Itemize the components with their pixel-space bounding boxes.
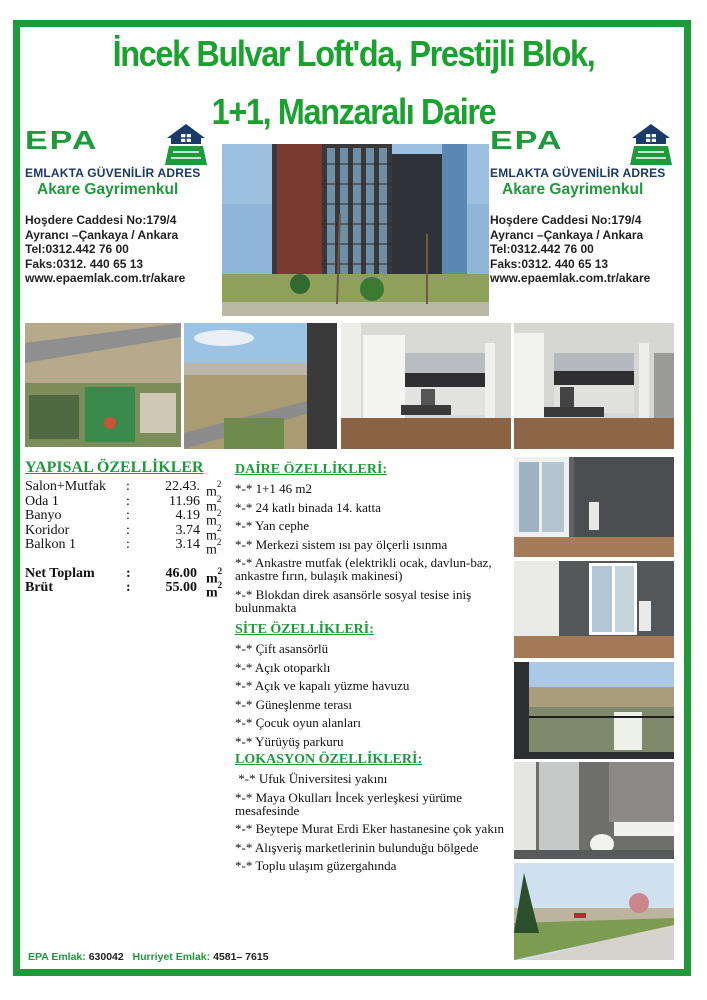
phone-line: Tel:0312.442 76 00: [25, 242, 129, 256]
apartment-features-list: [235, 482, 510, 619]
brand-block-left: [25, 122, 215, 286]
table-row: Balkon 1 : 3.14 $m^2$: [25, 537, 222, 558]
district-view-photo: [184, 323, 337, 449]
tagline: EMLAKTA GÜVENİLİR ADRES: [490, 166, 666, 180]
fax-line: Faks:0312. 440 65 13: [25, 256, 144, 271]
listing-numbers-footer: [28, 951, 269, 963]
gross-total-row: Brüt : 55.00 $m^2$: [25, 580, 223, 601]
list-item: *-* Merkezi sistem ısı pay ölçerli ısınma: [235, 536, 448, 552]
list-item: *-* Açık ve kapalı yüzme havuzu: [235, 678, 410, 693]
site-features-title: SİTE ÖZELLİKLERİ:: [235, 622, 374, 637]
location-features-list: [235, 772, 510, 878]
site-features-list: [235, 642, 510, 753]
list-item: *-* 24 katlı binada 14. katta: [235, 499, 381, 515]
bathroom-photo: [514, 762, 674, 859]
apartment-features-title: DAİRE ÖZELLİKLERİ:: [235, 462, 388, 477]
net-total-row: Net Toplam : 46.00 $m^2$: [25, 565, 223, 587]
list-item: *-* 1+1 46 m2: [235, 481, 313, 496]
list-item: *-* Alışveriş marketlerinin bulunduğu bölgede: [235, 839, 479, 855]
contact-info: [490, 213, 680, 286]
district-line: Ayrancı –Çankaya / Ankara: [25, 227, 179, 242]
structural-features-table: [25, 479, 225, 601]
hurriyet-listing-number: 4581– 7615: [213, 951, 269, 963]
living-room-photo: [514, 457, 674, 557]
list-item: *-* Ufuk Üniversitesi yakını: [235, 771, 388, 786]
contact-info: [25, 213, 215, 286]
epa-logo: EPA: [25, 126, 99, 155]
district-line: Ayrancı –Çankaya / Ankara: [490, 227, 644, 242]
list-item: *-* Yan cephe: [235, 518, 310, 533]
epa-listing-number: 630042: [88, 951, 124, 963]
list-item: *-* Blokdan direk asansörle sosyal tesise iniş bulunmakta: [235, 586, 472, 615]
phone-line: Tel:0312.442 76 00: [490, 242, 594, 256]
list-item: *-* Beytepe Murat Erdi Eker hastanesine çok yakın: [235, 821, 504, 836]
address-line: Hoşdere Caddesi No:179/4: [490, 213, 642, 227]
table-row: Koridor : 3.74 $m^2$: [25, 522, 222, 544]
building-exterior-photo: [222, 144, 489, 316]
house-icon: [630, 122, 672, 166]
website-line[interactable]: www.epaemlak.com.tr/akare: [490, 271, 651, 285]
aerial-site-photo: [25, 323, 181, 447]
tagline: EMLAKTA GÜVENİLİR ADRES: [25, 166, 201, 180]
list-item: *-* Çocuk oyun alanları: [235, 715, 361, 730]
walkway-photo: [514, 863, 674, 960]
headline-line-2: 1+1, Manzaralı Daire: [211, 91, 496, 132]
house-icon: [165, 122, 207, 166]
location-features-title: LOKASYON ÖZELLİKLERİ:: [235, 752, 423, 767]
website-line[interactable]: www.epaemlak.com.tr/akare: [25, 271, 186, 285]
epa-logo: EPA: [490, 126, 564, 155]
list-item: *-* Çift asansörlü: [235, 641, 329, 656]
address-line: Hoşdere Caddesi No:179/4: [25, 213, 177, 227]
epa-label: EPA Emlak:: [28, 951, 86, 963]
table-row: Banyo : 4.19 $m^2$: [25, 508, 222, 529]
brand-block-right: [490, 122, 680, 286]
list-item: *-* Ankastre mutfak (elektrikli ocak, davlun-baz, ankastre fırın, bulaşık makinesi): [235, 555, 492, 583]
kitchen-photo-1: [341, 323, 511, 449]
list-item: *-* Maya Okulları İncek yerleşkesi yürüme mesafesinde: [235, 789, 463, 818]
fax-line: Faks:0312. 440 65 13: [490, 256, 609, 271]
table-row: Oda 1 : 11.96 $m^2$: [25, 493, 222, 515]
company-name: Akare Gayrimenkul: [37, 181, 179, 198]
list-item: *-* Toplu ulaşım güzergahında: [235, 858, 397, 873]
headline-line-1: İncek Bulvar Loft'da, Prestijli Blok,: [112, 33, 595, 74]
structural-features-title: YAPISAL ÖZELLİKLER: [25, 459, 204, 476]
kitchen-photo-2: [514, 323, 674, 449]
list-item: *-* Açık otoparklı: [235, 659, 331, 675]
balcony-view-photo: [514, 662, 674, 759]
list-item: *-* Güneşlenme terası: [235, 696, 352, 712]
hurriyet-label: Hurriyet Emlak:: [132, 951, 211, 963]
table-row: Salon+Mutfak : 22.43. $m^2$: [25, 479, 222, 500]
company-name: Akare Gayrimenkul: [502, 181, 644, 198]
list-item: *-* Yürüyüş parkuru: [235, 733, 344, 749]
bedroom-photo: [514, 561, 674, 658]
